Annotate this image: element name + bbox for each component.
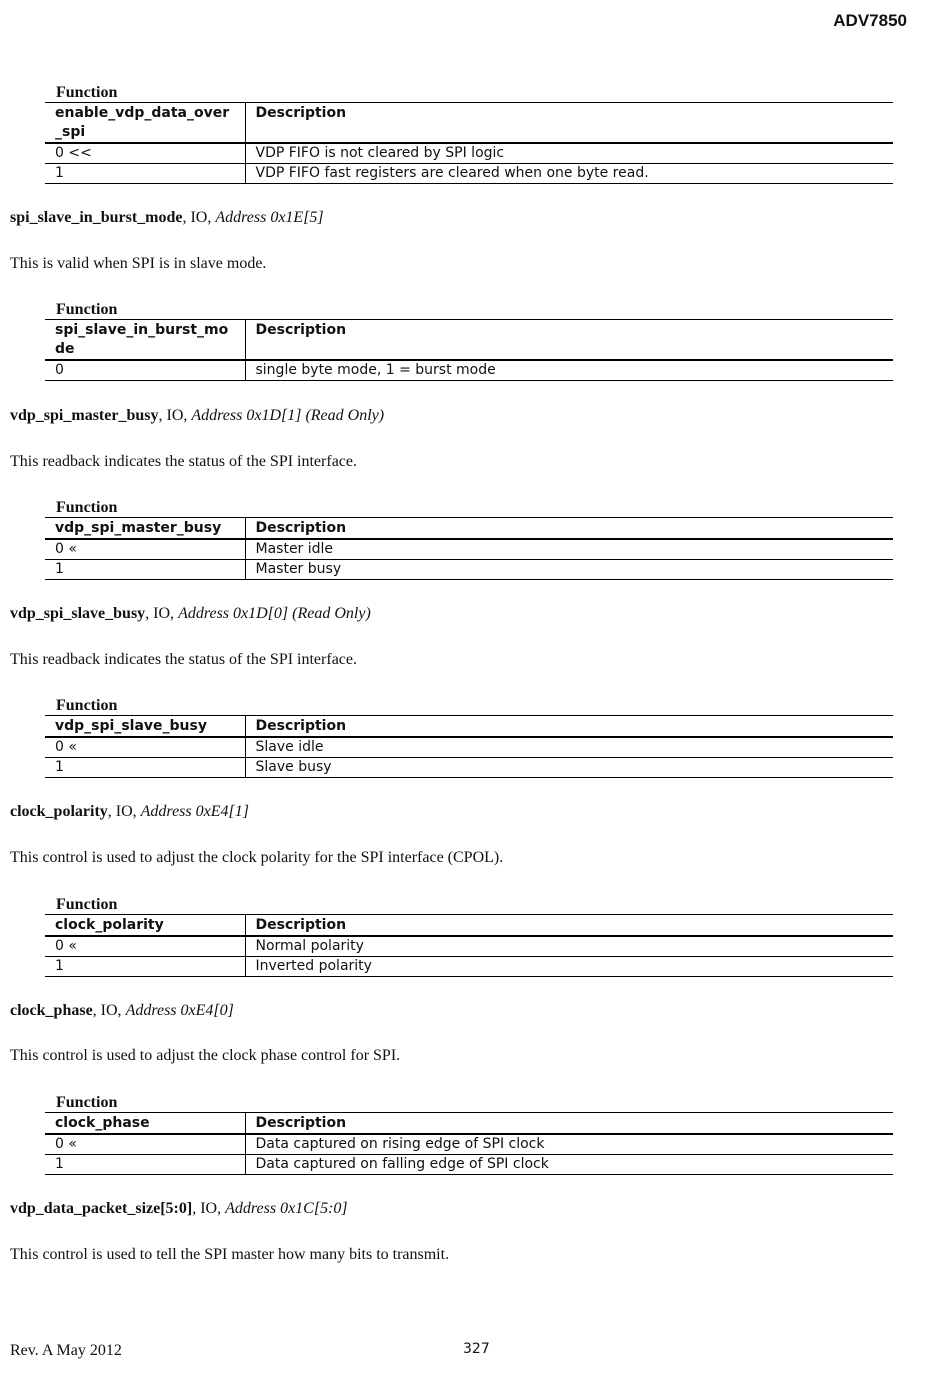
register-sep: , IO, bbox=[107, 803, 141, 820]
function-label: Function bbox=[56, 896, 118, 913]
column-header-field: vdp_spi_master_busy bbox=[45, 518, 245, 540]
register-name: vdp_spi_master_busy bbox=[10, 407, 159, 424]
cell-description: Slave idle bbox=[245, 737, 893, 758]
function-label: Function bbox=[56, 84, 118, 101]
cell-description: Data captured on falling edge of SPI clock bbox=[245, 1155, 893, 1175]
cell-value: 1 bbox=[45, 758, 245, 778]
register-address: Address 0xE4[0] bbox=[125, 1002, 234, 1019]
table-header-row bbox=[45, 716, 893, 738]
column-header-description: Description bbox=[245, 320, 893, 361]
cell-value: 1 bbox=[45, 164, 245, 184]
function-table bbox=[45, 319, 893, 381]
cell-description: VDP FIFO is not cleared by SPI logic bbox=[245, 143, 893, 164]
table-row bbox=[45, 539, 893, 560]
column-header-description: Description bbox=[245, 915, 893, 937]
section-heading bbox=[10, 1002, 234, 1020]
register-sep: , IO, bbox=[192, 1200, 226, 1217]
cell-description: Data captured on rising edge of SPI clock bbox=[245, 1134, 893, 1155]
cell-value: 1 bbox=[45, 1155, 245, 1175]
function-table bbox=[45, 1112, 893, 1175]
section-description: This control is used to tell the SPI master how many bits to transmit. bbox=[10, 1246, 450, 1263]
function-label: Function bbox=[56, 499, 118, 516]
column-header-description: Description bbox=[245, 518, 893, 540]
cell-value: 0 bbox=[45, 360, 245, 381]
column-header-field: vdp_spi_slave_busy bbox=[45, 716, 245, 738]
function-label: Function bbox=[56, 301, 118, 318]
cell-value: 0 « bbox=[45, 737, 245, 758]
function-label: Function bbox=[56, 697, 118, 714]
register-suffix: (Read Only) bbox=[288, 605, 371, 622]
register-table-spi-slave-in-burst-mode bbox=[45, 300, 893, 381]
function-table bbox=[45, 914, 893, 977]
register-name: clock_phase bbox=[10, 1002, 93, 1019]
register-address: Address 0x1D[0] bbox=[178, 605, 289, 622]
table-row bbox=[45, 164, 893, 184]
cell-description: Master busy bbox=[245, 560, 893, 580]
table-row bbox=[45, 1134, 893, 1155]
register-address: Address 0x1E[5] bbox=[215, 209, 324, 226]
register-address: Address 0xE4[1] bbox=[140, 803, 249, 820]
register-table-clock-phase bbox=[45, 1093, 893, 1175]
cell-value: 0 << bbox=[45, 143, 245, 164]
cell-value: 0 « bbox=[45, 539, 245, 560]
section-heading bbox=[10, 803, 249, 821]
section-heading bbox=[10, 209, 324, 227]
cell-description: VDP FIFO fast registers are cleared when one byte read. bbox=[245, 164, 893, 184]
table-header-row bbox=[45, 915, 893, 937]
register-sep: , IO, bbox=[145, 605, 179, 622]
table-header-row bbox=[45, 103, 893, 144]
column-header-field: clock_polarity bbox=[45, 915, 245, 937]
table-row bbox=[45, 560, 893, 580]
table-row bbox=[45, 936, 893, 957]
section-description: This readback indicates the status of the SPI interface. bbox=[10, 651, 357, 668]
page-number: 327 bbox=[463, 1341, 490, 1357]
table-row bbox=[45, 143, 893, 164]
register-name: vdp_data_packet_size[5:0] bbox=[10, 1200, 193, 1217]
table-header-row bbox=[45, 518, 893, 540]
cell-description: Inverted polarity bbox=[245, 957, 893, 977]
function-table bbox=[45, 517, 893, 580]
register-table-enable-vdp-data-over-spi bbox=[45, 83, 893, 184]
table-row bbox=[45, 957, 893, 977]
cell-description: Master idle bbox=[245, 539, 893, 560]
table-header-row bbox=[45, 320, 893, 361]
section-description: This readback indicates the status of the SPI interface. bbox=[10, 453, 357, 470]
register-name: vdp_spi_slave_busy bbox=[10, 605, 146, 622]
cell-description: single byte mode, 1 = burst mode bbox=[245, 360, 893, 381]
table-header-row bbox=[45, 1113, 893, 1135]
register-name: spi_slave_in_burst_mode bbox=[10, 209, 183, 226]
section-heading bbox=[10, 1200, 348, 1218]
table-row bbox=[45, 758, 893, 778]
register-sep: , IO, bbox=[92, 1002, 126, 1019]
function-table bbox=[45, 102, 893, 184]
register-table-vdp-spi-master-busy bbox=[45, 498, 893, 580]
table-row bbox=[45, 737, 893, 758]
function-table bbox=[45, 715, 893, 778]
function-label: Function bbox=[56, 1094, 118, 1111]
column-header-field: spi_slave_in_burst_mode bbox=[45, 320, 245, 361]
cell-value: 1 bbox=[45, 957, 245, 977]
footer-revision: Rev. A May 2012 bbox=[10, 1342, 122, 1359]
register-suffix: (Read Only) bbox=[301, 407, 385, 424]
section-heading bbox=[10, 605, 371, 623]
column-header-description: Description bbox=[245, 716, 893, 738]
column-header-description: Description bbox=[245, 103, 893, 144]
register-name: clock_polarity bbox=[10, 803, 108, 820]
register-table-vdp-spi-slave-busy bbox=[45, 696, 893, 778]
section-description: This control is used to adjust the clock phase control for SPI. bbox=[10, 1047, 401, 1064]
cell-value: 0 « bbox=[45, 936, 245, 957]
column-header-field: clock_phase bbox=[45, 1113, 245, 1135]
cell-value: 0 « bbox=[45, 1134, 245, 1155]
section-description: This control is used to adjust the clock polarity for the SPI interface (CPOL). bbox=[10, 849, 504, 866]
document-title: ADV7850 bbox=[833, 11, 907, 30]
register-sep: , IO, bbox=[158, 407, 192, 424]
column-header-description: Description bbox=[245, 1113, 893, 1135]
register-address: Address 0x1C[5:0] bbox=[225, 1200, 348, 1217]
register-sep: , IO, bbox=[182, 209, 216, 226]
register-table-clock-polarity bbox=[45, 895, 893, 977]
column-header-field: enable_vdp_data_over_spi bbox=[45, 103, 245, 144]
cell-value: 1 bbox=[45, 560, 245, 580]
cell-description: Normal polarity bbox=[245, 936, 893, 957]
cell-description: Slave busy bbox=[245, 758, 893, 778]
register-address: Address 0x1D[1] bbox=[191, 407, 302, 424]
table-row bbox=[45, 360, 893, 381]
section-heading bbox=[10, 407, 384, 425]
section-description: This is valid when SPI is in slave mode. bbox=[10, 255, 267, 272]
table-row bbox=[45, 1155, 893, 1175]
